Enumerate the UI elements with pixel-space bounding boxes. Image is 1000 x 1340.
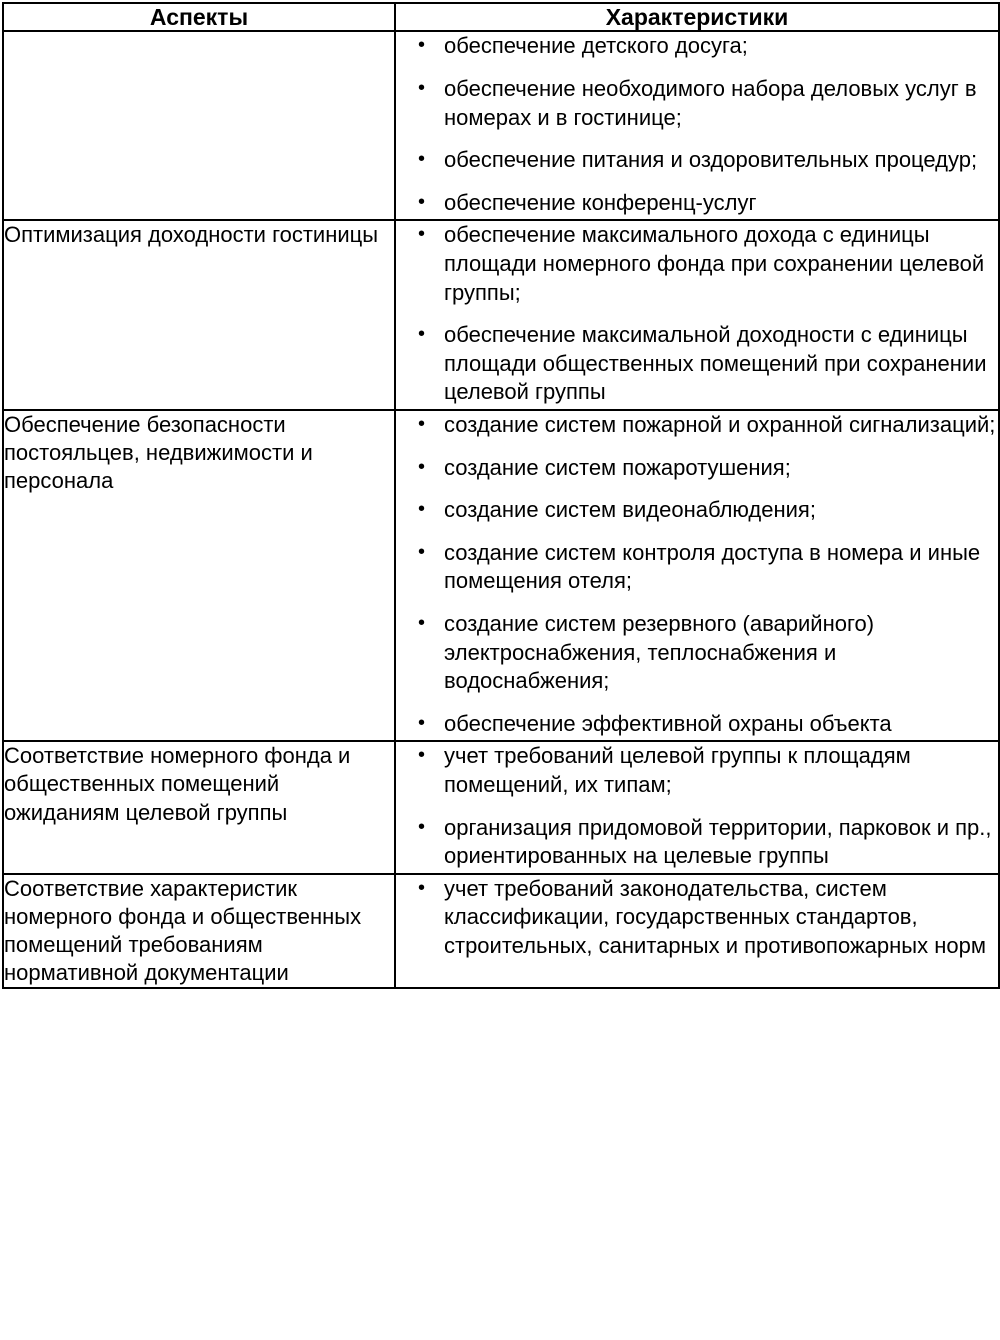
list-item: • обеспечение конференц-услуг: [396, 189, 998, 218]
table-row: [3, 741, 999, 873]
list-item: • обеспечение максимальной доходности с единицы площади общественных помещений при сохранении целевой группы: [396, 321, 998, 407]
table-header-row: [3, 3, 999, 31]
list-item: • учет требований законодательства, систем классификации, государственных стандартов, строительных, санитарных и противопожарных норм: [396, 875, 998, 961]
list-item: • учет требований целевой группы к площадям помещений, их типам;: [396, 742, 998, 799]
list-item: • обеспечение детского досуга;: [396, 32, 998, 61]
list-item: • обеспечение необходимого набора деловых услуг в номерах и в гостинице;: [396, 75, 998, 132]
list-item: • создание систем видеонаблюдения;: [396, 496, 998, 525]
table-row: [3, 220, 999, 410]
characteristics-list: [396, 875, 998, 961]
aspect-label: Соответствие номерного фонда и общественных помещений ожиданиям целевой группы: [4, 743, 351, 825]
list-item: • создание систем пожарной и охранной сигнализаций;: [396, 411, 998, 440]
aspect-cell: [3, 874, 395, 989]
characteristics-cell: [395, 874, 999, 989]
aspect-label: Соответствие характеристик номерного фонда и общественных помещений требованиям нормативной документации: [4, 875, 362, 986]
aspect-cell: [3, 31, 395, 220]
list-item: • создание систем пожаротушения;: [396, 454, 998, 483]
list-item: • организация придомовой территории, парковок и пр., ориентированных на целевые группы: [396, 814, 998, 871]
table-row: [3, 874, 999, 989]
table-header: [3, 3, 999, 31]
characteristics-cell: [395, 220, 999, 410]
aspect-cell: [3, 741, 395, 873]
list-item: • создание систем резервного (аварийного) электроснабжения, теплоснабжения и водоснабжения;: [396, 610, 998, 696]
characteristics-cell: [395, 31, 999, 220]
list-item: • обеспечение эффективной охраны объекта: [396, 710, 998, 739]
characteristics-list: [396, 742, 998, 870]
table-row: [3, 410, 999, 741]
list-item: • создание систем контроля доступа в номера и иные помещения отеля;: [396, 539, 998, 596]
characteristics-cell: [395, 741, 999, 873]
aspect-label: Обеспечение безопасности постояльцев, недвижимости и персонала: [4, 411, 313, 494]
aspect-cell: [3, 220, 395, 410]
characteristics-list: [396, 221, 998, 407]
table-body: [3, 31, 999, 988]
aspect-cell: [3, 410, 395, 741]
characteristics-cell: [395, 410, 999, 741]
column-header-characteristics: Характеристики: [395, 3, 999, 31]
characteristics-list: [396, 32, 998, 217]
list-item: • обеспечение максимального дохода с единицы площади номерного фонда при сохранении целевой группы;: [396, 221, 998, 307]
characteristics-list: [396, 411, 998, 738]
aspects-characteristics-table: [2, 2, 1000, 989]
list-item: • обеспечение питания и оздоровительных процедур;: [396, 146, 998, 175]
table-row: [3, 31, 999, 220]
column-header-aspects: Аспекты: [3, 3, 395, 31]
aspect-label: Оптимизация доходности гостиницы: [4, 222, 379, 248]
